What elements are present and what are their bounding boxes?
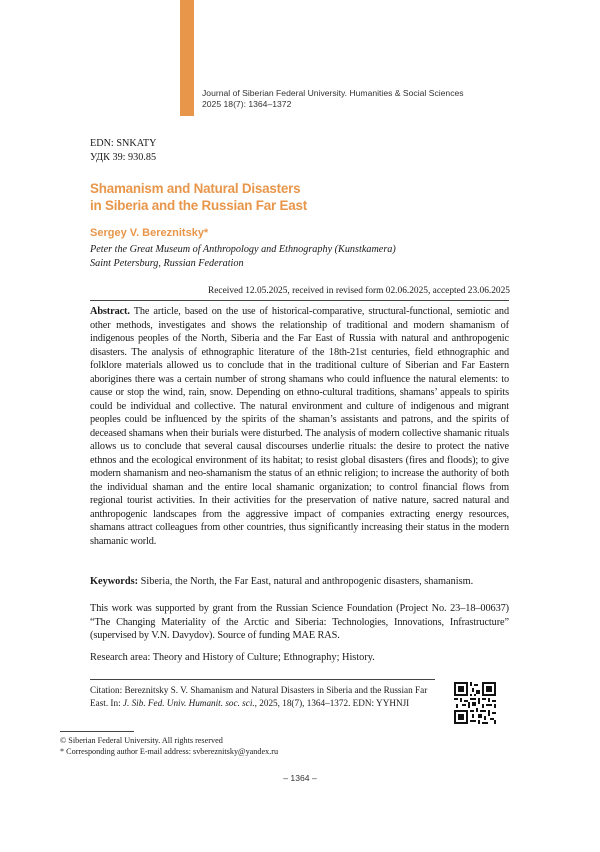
affiliation-institution: Peter the Great Museum of Anthropology and Ethnography (Kunstkamera) <box>90 244 396 255</box>
accent-bar <box>180 0 194 116</box>
citation-suffix: , 2025, 18(7), 1364–1372. EDN: YYHNJI <box>254 698 410 708</box>
journal-header <box>202 88 464 110</box>
citation-divider <box>90 679 435 680</box>
title-line-2: in Siberia and the Russian Far East <box>90 198 307 213</box>
abstract-text: The article, based on the use of historical-comparative, structural-functional, semiotic and other methods, investigates and shows the relationship of traditional and modern shamanism of indigenous peoples of the North, Siberia and the Far East of Russia with natural and anthropogenic disasters. The analysis of ethnographic literature of the 18th-21st centuries, field ethnographic and folklore materials allowed us to conclude that in the traditional culture of Siberian and Far Eastern aborigines there was a certain number of strong shamans who could influence the natural elements: to cause or stop the wind, rain, snow. Depending on ethno-cultural traditions, shamans’ appeals to spirits could be individual and collective. The natural environment and culture of indigenous and migrant peoples could be influenced by the spirits of the shaman’s assistants and patrons, and the spirits of deceased shamans when their burials were disturbed. The analysis of modern collective shamanic rituals allows us to conclude that several causal discourses underlie rituals: the desire to protect the native ethnos and the ecological environment of its habitat; to resist global disasters (fires and floods); to give modern shamanism and neo-shamanism the status of an ethnic religion; to increase the authority of both the individual shaman and the entire local shamanic organization; to control financial flows from regional tourist activities. In their activities for the preservation of native nature, sacred natural and anthropogenic landscapes from the aggressive impact of companies extracting energy resources, shamans attract colleagues from other countries, thus significantly increasing their status in the modern shamanic world. <box>90 306 509 547</box>
article-meta <box>90 137 157 164</box>
funding-note: This work was supported by grant from the Russian Science Foundation (Project No. 23–18–00637) “The Changing Materiality of the Arctic and Siberia: Technologies, Innovations, Infrastructure” (supervised by V.N. Davydov). Source of funding MAE RAS. <box>90 603 509 641</box>
divider <box>90 300 509 301</box>
footnote-divider <box>60 731 134 732</box>
keywords <box>90 575 509 589</box>
abstract <box>90 305 509 548</box>
corresponding-author-note: * Corresponding author E-mail address: svbereznitsky@yandex.ru <box>60 747 279 756</box>
footnotes <box>60 735 278 757</box>
citation-journal: J. Sib. Fed. Univ. Humanit. soc. sci. <box>122 698 255 708</box>
author-name: Sergey V. Bereznitsky* <box>90 227 209 239</box>
author-affiliation <box>90 243 396 270</box>
citation-prefix: Citation: Bereznitsky S. V. Shamanism and Natural Disasters in Siberia and the Russian Far East. In: <box>90 685 428 708</box>
abstract-label: Abstract. <box>90 306 130 317</box>
citation <box>90 684 440 710</box>
udk-code: УДК 39: 930.85 <box>90 151 157 163</box>
received-dates: Received 12.05.2025, received in revised form 02.06.2025, accepted 23.06.2025 <box>208 286 510 296</box>
copyright-note: © Siberian Federal University. All rights reserved <box>60 736 223 745</box>
keywords-text: Siberia, the North, the Far East, natural and anthropogenic disasters, shamanism. <box>140 576 474 587</box>
journal-name: Journal of Siberian Federal University. Humanities & Social Sciences <box>202 88 464 98</box>
title-line-1: Shamanism and Natural Disasters <box>90 181 301 196</box>
keywords-label: Keywords: <box>90 576 139 587</box>
qr-code-icon <box>454 682 496 724</box>
journal-issue: 2025 18(7): 1364–1372 <box>202 99 292 109</box>
edn-code: EDN: SNKATY <box>90 138 157 149</box>
article-title <box>90 180 530 214</box>
page-number: – 1364 – <box>283 773 317 783</box>
affiliation-city: Saint Petersburg, Russian Federation <box>90 257 244 269</box>
research-area: Research area: Theory and History of Culture; Ethnography; History. <box>90 652 375 663</box>
